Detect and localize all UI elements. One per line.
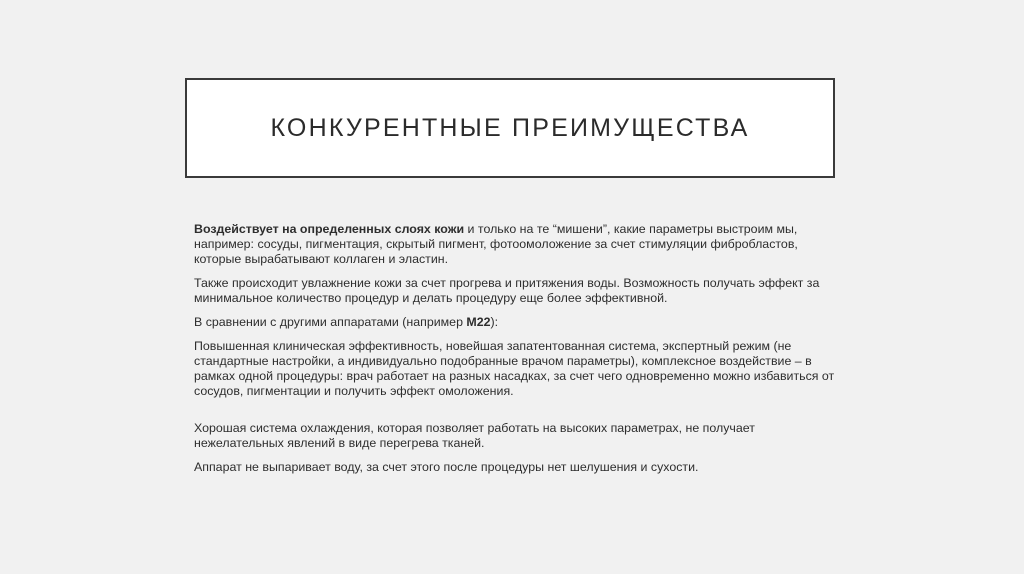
paragraph-4: Повышенная клиническая эффективность, новейшая запатентованная система, экспертный режим (не стандартные настройки, а индивидуально подобранные врачом параметры), комплексное воздействие – в рамках одной процедуры: врач работает на разных насадках, за счет чего одновременно можно избавиться от сосудов, пигментации и получить эффект омоложения.: [194, 339, 835, 398]
paragraph-3-text-before: В сравнении с другими аппаратами (например: [194, 315, 467, 329]
slide-title: КОНКУРЕНТНЫЕ ПРЕИМУЩЕСТВА: [270, 113, 750, 142]
paragraph-2: Также происходит увлажнение кожи за счет прогрева и притяжения воды. Возможность получать эффект за минимальное количество процедур и делать процедуру еще более эффективной.: [194, 276, 820, 305]
paragraph-6: Аппарат не выпаривает воду, за счет этого после процедуры нет шелушения и сухости.: [194, 460, 699, 474]
paragraph-5: Хорошая система охлаждения, которая позволяет работать на высоких параметрах, не получает нежелательных явлений в виде перегрева тканей.: [194, 421, 755, 450]
paragraph-3: [194, 315, 844, 330]
paragraph-3-text-after: ):: [490, 315, 499, 329]
slide-body: [194, 222, 844, 484]
paragraph-1-bold-lead: Воздействует на определенных слоях кожи: [194, 222, 465, 236]
paragraph-1: [194, 222, 844, 267]
title-box: [185, 78, 835, 178]
paragraph-3-bold-model: М22: [466, 315, 491, 329]
paragraph-1-text: и только на те “мишени”, какие параметры выстроим мы, например: сосуды, пигментация, скрытый пигмент, фотоомоложение за счет стимуляции фибробластов, которые вырабатывают коллаген и эластин.: [194, 222, 798, 266]
